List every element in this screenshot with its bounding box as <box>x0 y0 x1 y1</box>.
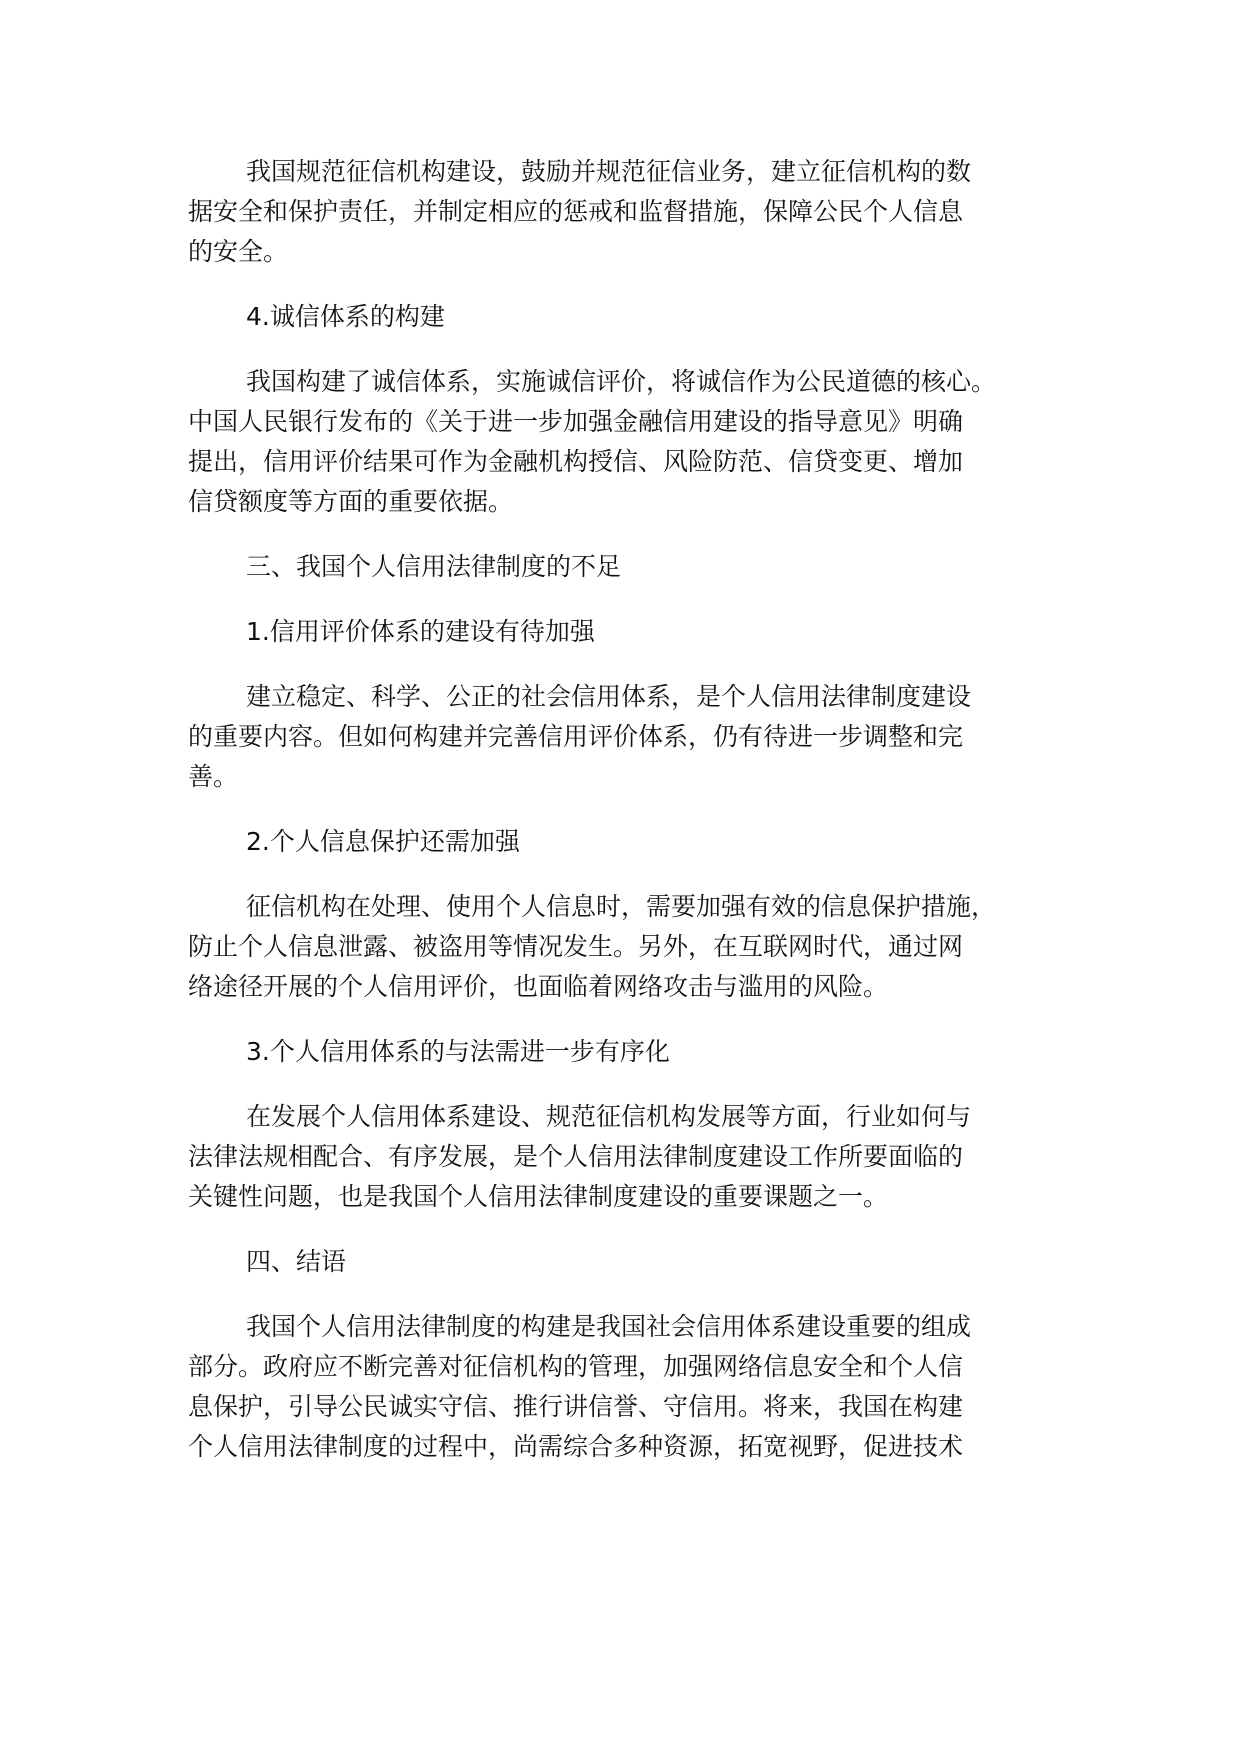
subheading-orderly-law <box>188 1032 1088 1072</box>
text-line: 个人信用法律制度的过程中，尚需综合多种资源，拓宽视野，促进技术 <box>188 1432 964 1461</box>
text-line: 提出，信用评价结果可作为金融机构授信、风险防范、信贷变更、增加 <box>188 447 964 476</box>
subheading-credit-evaluation <box>188 612 1088 652</box>
text-line: 三、我国个人信用法律制度的不足 <box>246 552 622 581</box>
text-line: 息保护，引导公民诚实守信、推行讲信誉、守信用。将来，我国在构建 <box>188 1392 964 1421</box>
paragraph-data-security <box>188 152 1088 272</box>
paragraph-orderly-law <box>188 1097 1088 1217</box>
paragraph-info-protection <box>188 887 1088 1007</box>
text-line: 据安全和保护责任，并制定相应的惩戒和监督措施，保障公民个人信息 <box>188 197 964 226</box>
text-line: 的重要内容。但如何构建并完善信用评价体系，仍有待进一步调整和完 <box>188 722 964 751</box>
subheading-info-protection <box>188 822 1088 862</box>
text-line: 关键性问题，也是我国个人信用法律制度建设的重要课题之一。 <box>188 1182 889 1211</box>
paragraph-credit-evaluation <box>188 677 1088 797</box>
text-line: 2.个人信息保护还需加强 <box>246 827 520 856</box>
text-line: 征信机构在处理、使用个人信息时，需要加强有效的信息保护措施， <box>246 892 997 921</box>
text-line: 在发展个人信用体系建设、规范征信机构发展等方面，行业如何与 <box>246 1102 972 1131</box>
text-line: 络途径开展的个人信用评价，也面临着网络攻击与滥用的风险。 <box>188 972 889 1001</box>
text-line: 建立稳定、科学、公正的社会信用体系，是个人信用法律制度建设 <box>246 682 972 711</box>
section-heading-shortcomings <box>188 547 1088 587</box>
text-line: 的安全。 <box>188 237 289 266</box>
text-line: 我国规范征信机构建设，鼓励并规范征信业务，建立征信机构的数 <box>246 157 972 186</box>
section-heading-conclusion <box>188 1242 1088 1282</box>
text-line: 四、结语 <box>246 1247 347 1276</box>
text-line: 中国人民银行发布的《关于进一步加强金融信用建设的指导意见》明确 <box>188 407 964 436</box>
text-line: 4.诚信体系的构建 <box>246 302 445 331</box>
text-line: 我国构建了诚信体系，实施诚信评价，将诚信作为公民道德的核心。 <box>246 367 997 396</box>
text-line: 我国个人信用法律制度的构建是我国社会信用体系建设重要的组成 <box>246 1312 972 1341</box>
paragraph-integrity-system <box>188 362 1088 522</box>
text-line: 1.信用评价体系的建设有待加强 <box>246 617 595 646</box>
text-line: 善。 <box>188 762 239 791</box>
subheading-integrity-system <box>188 297 1088 337</box>
text-line: 法律法规相配合、有序发展，是个人信用法律制度建设工作所要面临的 <box>188 1142 964 1171</box>
paragraph-conclusion <box>188 1307 1088 1467</box>
text-line: 防止个人信息泄露、被盗用等情况发生。另外，在互联网时代，通过网 <box>188 932 964 961</box>
text-line: 信贷额度等方面的重要依据。 <box>188 487 514 516</box>
document-page <box>188 152 1088 1467</box>
text-line: 部分。政府应不断完善对征信机构的管理，加强网络信息安全和个人信 <box>188 1352 964 1381</box>
text-line: 3.个人信用体系的与法需进一步有序化 <box>246 1037 670 1066</box>
